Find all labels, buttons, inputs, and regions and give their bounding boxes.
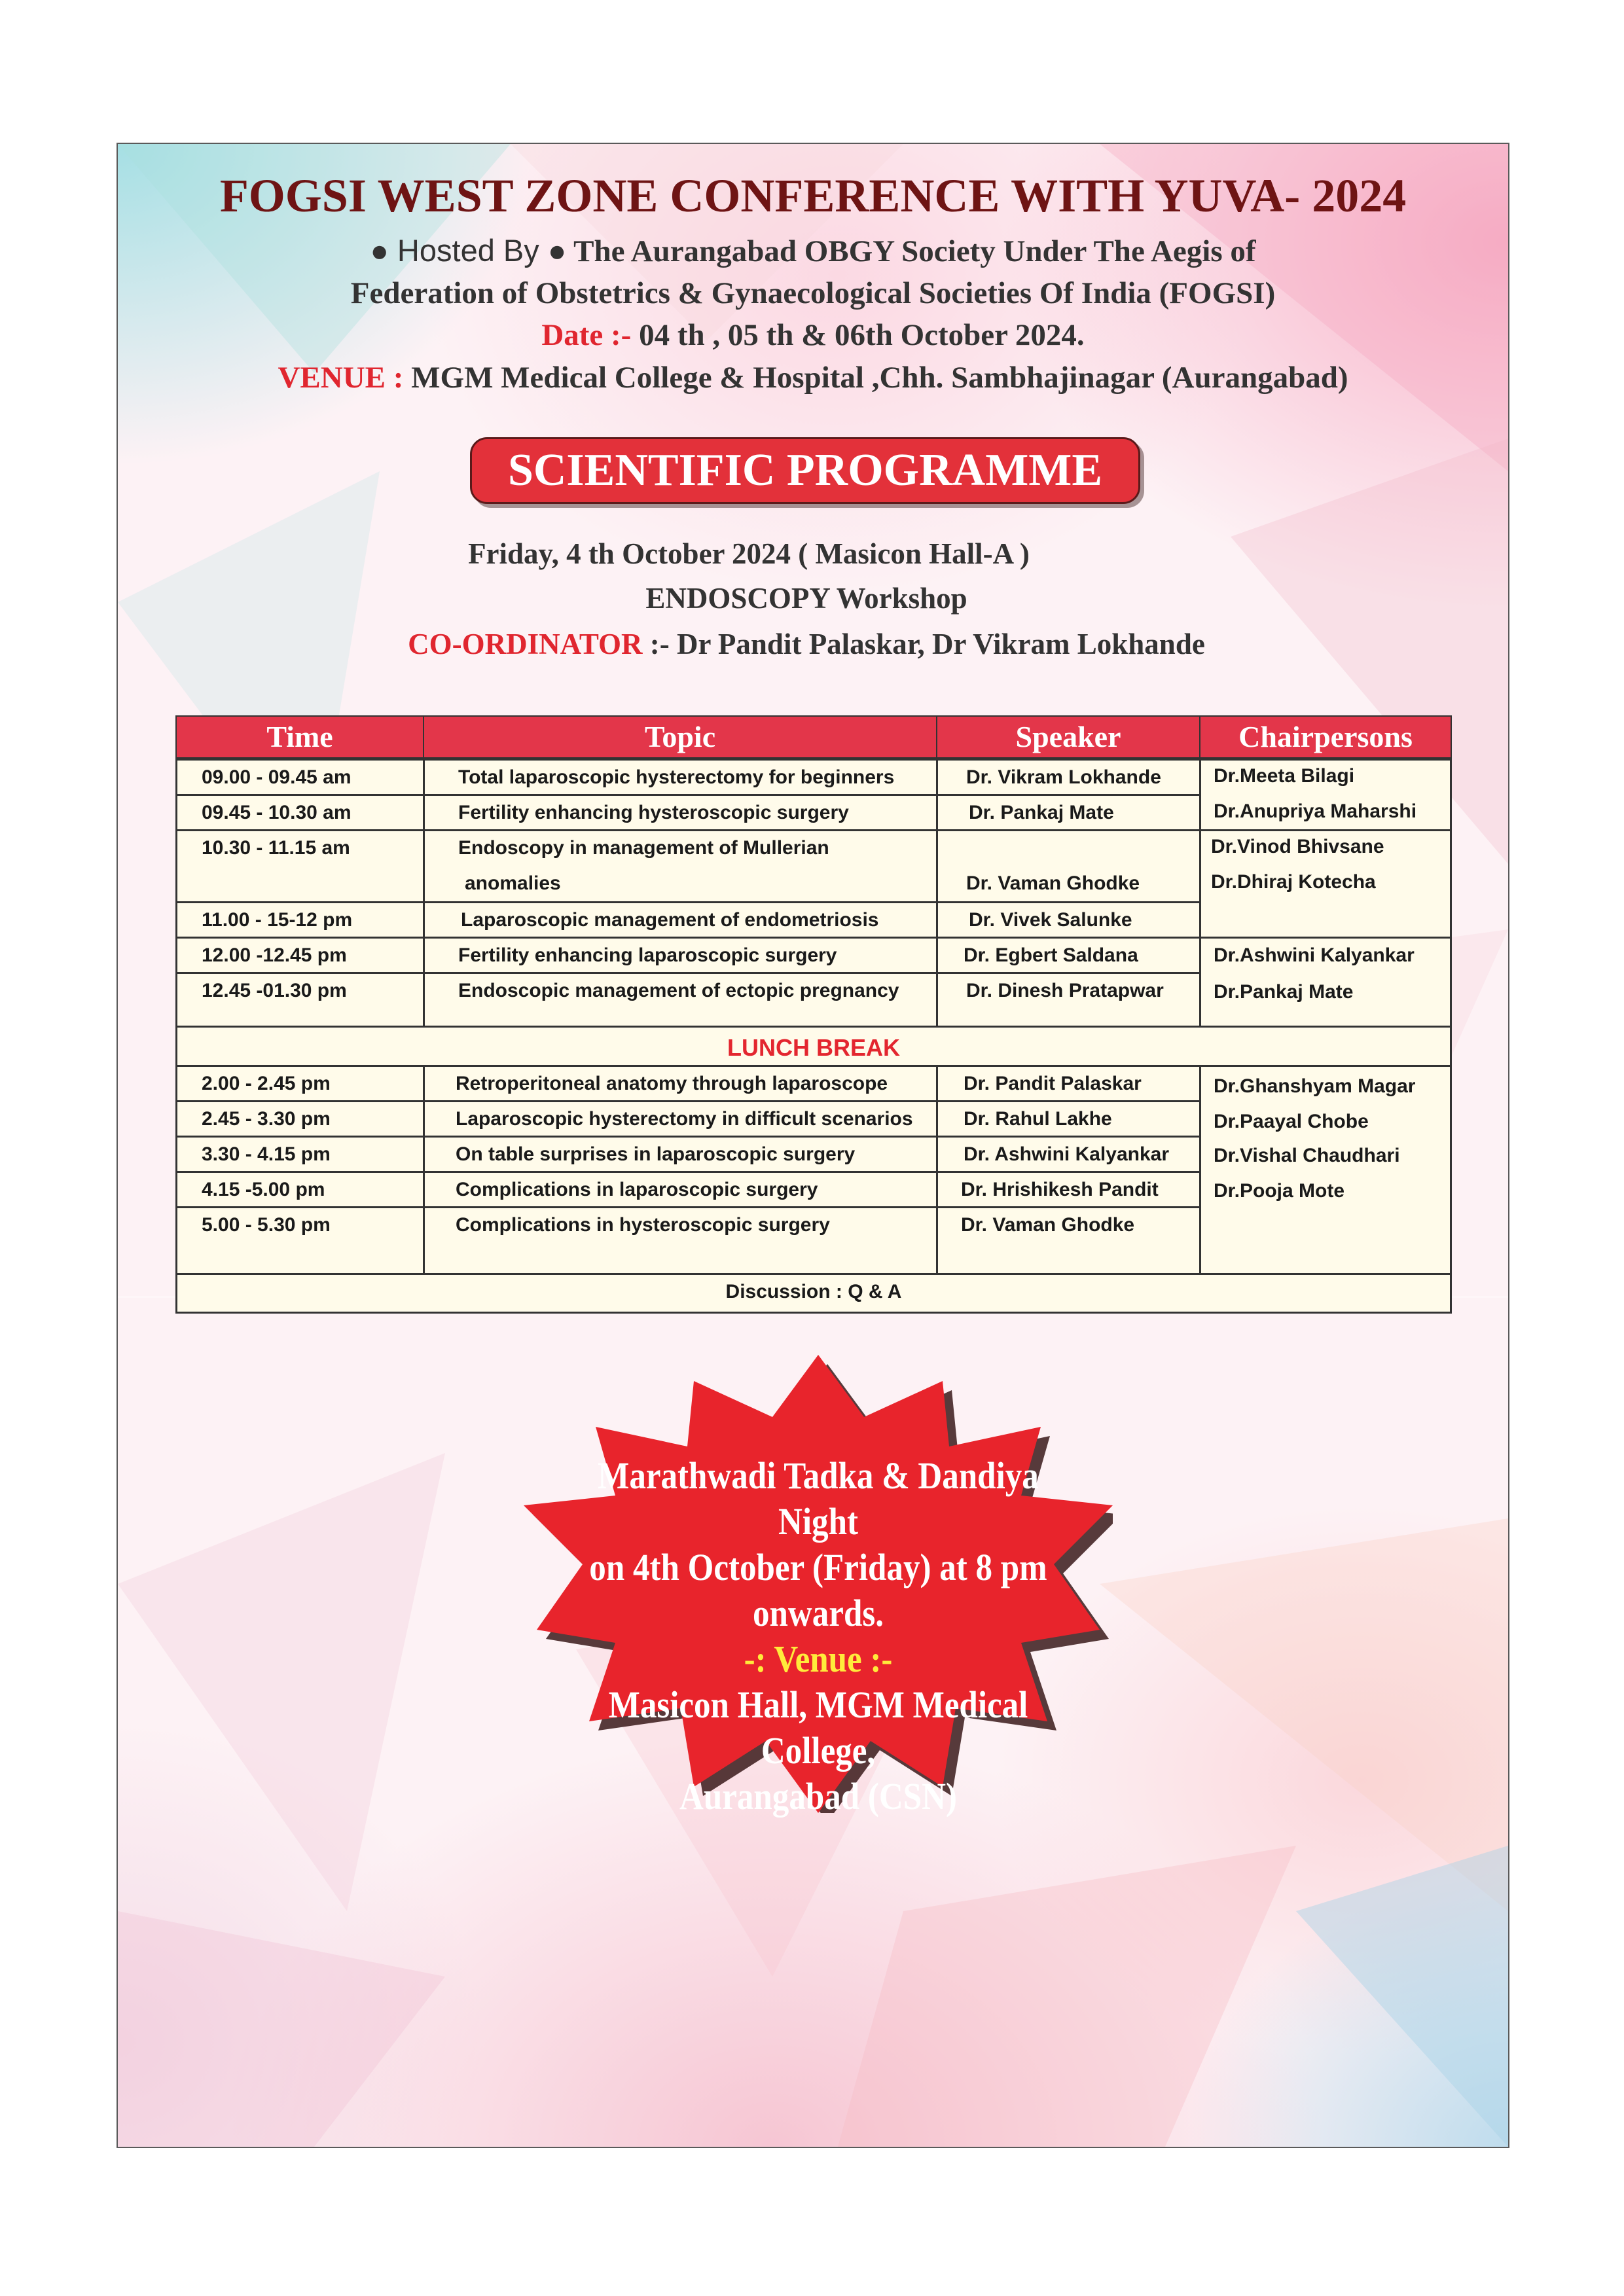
lunch-break: LUNCH BREAK bbox=[727, 1034, 900, 1061]
header-speaker: Speaker bbox=[936, 715, 1200, 759]
chair-pm-2: Dr.Paayal Chobe bbox=[1214, 1111, 1369, 1132]
coordinator-line bbox=[117, 627, 1502, 661]
hosted-line bbox=[118, 232, 1508, 269]
event-line-3: Masicon Hall, MGM Medical College, bbox=[608, 1683, 1028, 1772]
hosted-text: The Aurangabad OBGY Society Under The Aegis of bbox=[573, 234, 1256, 268]
row-pm-3-topic: On table surprises in laparoscopic surgery bbox=[456, 1143, 856, 1165]
row-pm-5-time: 5.00 - 5.30 pm bbox=[202, 1214, 331, 1236]
date-line bbox=[118, 317, 1508, 353]
header-chairpersons: Chairpersons bbox=[1199, 715, 1452, 759]
chair-pm-4: Dr.Pooja Mote bbox=[1214, 1180, 1345, 1202]
row-pm-2-topic: Laparoscopic hysterectomy in difficult scenarios bbox=[456, 1108, 913, 1130]
federation-line: Federation of Obstetrics & Gynaecological Societies Of India (FOGSI) bbox=[350, 276, 1276, 310]
row-pm-2-speaker: Dr. Rahul Lakhe bbox=[964, 1108, 1112, 1130]
coordinator-value: :- Dr Pandit Palaskar, Dr Vikram Lokhande bbox=[649, 628, 1205, 660]
row-1-speaker: Dr. Vikram Lokhande bbox=[966, 766, 1161, 788]
chair-am-6: Dr.Pankaj Mate bbox=[1214, 981, 1354, 1003]
row-3-time: 10.30 - 11.15 am bbox=[202, 837, 350, 859]
row-5-time: 12.00 -12.45 pm bbox=[202, 944, 347, 966]
chair-am-1: Dr.Meeta Bilagi bbox=[1214, 765, 1355, 787]
poster-frame bbox=[117, 143, 1509, 2148]
coordinator-label: CO-ORDINATOR bbox=[408, 628, 643, 660]
row-5-speaker: Dr. Egbert Saldana bbox=[964, 944, 1138, 966]
row-pm-3-speaker: Dr. Ashwini Kalyankar bbox=[964, 1143, 1170, 1165]
chair-pm-1: Dr.Ghanshyam Magar bbox=[1214, 1075, 1416, 1097]
venue-line bbox=[118, 360, 1508, 395]
row-pm-4-topic: Complications in laparoscopic surgery bbox=[456, 1179, 818, 1200]
chair-am-3: Dr.Vinod Bhivsane bbox=[1211, 836, 1384, 857]
chair-am-2: Dr.Anupriya Maharshi bbox=[1214, 800, 1417, 822]
event-line-2: on 4th October (Friday) at 8 pm onwards. bbox=[589, 1546, 1047, 1634]
row-4-time: 11.00 - 15-12 pm bbox=[202, 909, 353, 931]
row-2-time: 09.45 - 10.30 am bbox=[202, 802, 352, 823]
row-1-topic: Total laparoscopic hysterectomy for beginners bbox=[458, 766, 895, 788]
row-pm-5-topic: Complications in hysteroscopic surgery bbox=[456, 1214, 830, 1236]
row-pm-5-speaker: Dr. Vaman Ghodke bbox=[961, 1214, 1135, 1236]
row-5-topic: Fertility enhancing laparoscopic surgery bbox=[458, 944, 837, 966]
event-line-4: Aurangabad (CSN) bbox=[679, 1775, 957, 1818]
row-pm-4-time: 4.15 -5.00 pm bbox=[202, 1179, 325, 1200]
row-4-topic: Laparoscopic management of endometriosis bbox=[461, 909, 879, 931]
venue-label: VENUE : bbox=[278, 361, 404, 395]
row-6-time: 12.45 -01.30 pm bbox=[202, 980, 347, 1001]
venue-value: MGM Medical College & Hospital ,Chh. Sambhajinagar (Aurangabad) bbox=[411, 361, 1348, 395]
row-6-speaker: Dr. Dinesh Pratapwar bbox=[966, 980, 1164, 1001]
date-label: Date :- bbox=[541, 318, 632, 352]
row-2-topic: Fertility enhancing hysteroscopic surgery bbox=[458, 802, 849, 823]
event-line-1: Marathwadi Tadka & Dandiya Night bbox=[598, 1454, 1039, 1543]
chair-pm-3: Dr.Vishal Chaudhari bbox=[1214, 1145, 1400, 1166]
scientific-programme-banner: SCIENTIFIC PROGRAMME bbox=[470, 437, 1140, 504]
header-time: Time bbox=[175, 715, 424, 759]
conference-title: FOGSI WEST ZONE CONFERENCE WITH YUVA- 2024 bbox=[219, 170, 1407, 222]
discussion-row: Discussion : Q & A bbox=[725, 1281, 902, 1302]
row-pm-4-speaker: Dr. Hrishikesh Pandit bbox=[961, 1179, 1159, 1200]
date-value: 04 th , 05 th & 06th October 2024. bbox=[639, 318, 1085, 352]
row-6-topic: Endoscopic management of ectopic pregnancy bbox=[458, 980, 899, 1001]
row-3-speaker: Dr. Vaman Ghodke bbox=[966, 872, 1140, 894]
row-3-topic: Endoscopy in management of Mullerian bbox=[458, 837, 829, 859]
row-4-speaker: Dr. Vivek Salunke bbox=[969, 909, 1132, 931]
row-pm-1-topic: Retroperitoneal anatomy through laparoscope bbox=[456, 1073, 888, 1094]
header-topic: Topic bbox=[423, 715, 937, 759]
row-pm-1-speaker: Dr. Pandit Palaskar bbox=[964, 1073, 1142, 1094]
dandiya-night-text bbox=[559, 1453, 1077, 1820]
hosted-label: ● Hosted By ● bbox=[370, 233, 567, 268]
workshop-title: ENDOSCOPY Workshop bbox=[645, 582, 967, 615]
event-venue-label: -: Venue :- bbox=[744, 1638, 893, 1680]
session-day: Friday, 4 th October 2024 ( Masicon Hall-A ) bbox=[468, 537, 1030, 570]
row-pm-3-time: 3.30 - 4.15 pm bbox=[202, 1143, 331, 1165]
chair-am-5: Dr.Ashwini Kalyankar bbox=[1214, 944, 1415, 966]
chair-am-4: Dr.Dhiraj Kotecha bbox=[1211, 871, 1376, 893]
row-1-time: 09.00 - 09.45 am bbox=[202, 766, 352, 788]
row-pm-1-time: 2.00 - 2.45 pm bbox=[202, 1073, 331, 1094]
row-pm-2-time: 2.45 - 3.30 pm bbox=[202, 1108, 331, 1130]
row-3-topic-cont: anomalies bbox=[465, 872, 561, 894]
row-2-speaker: Dr. Pankaj Mate bbox=[969, 802, 1114, 823]
